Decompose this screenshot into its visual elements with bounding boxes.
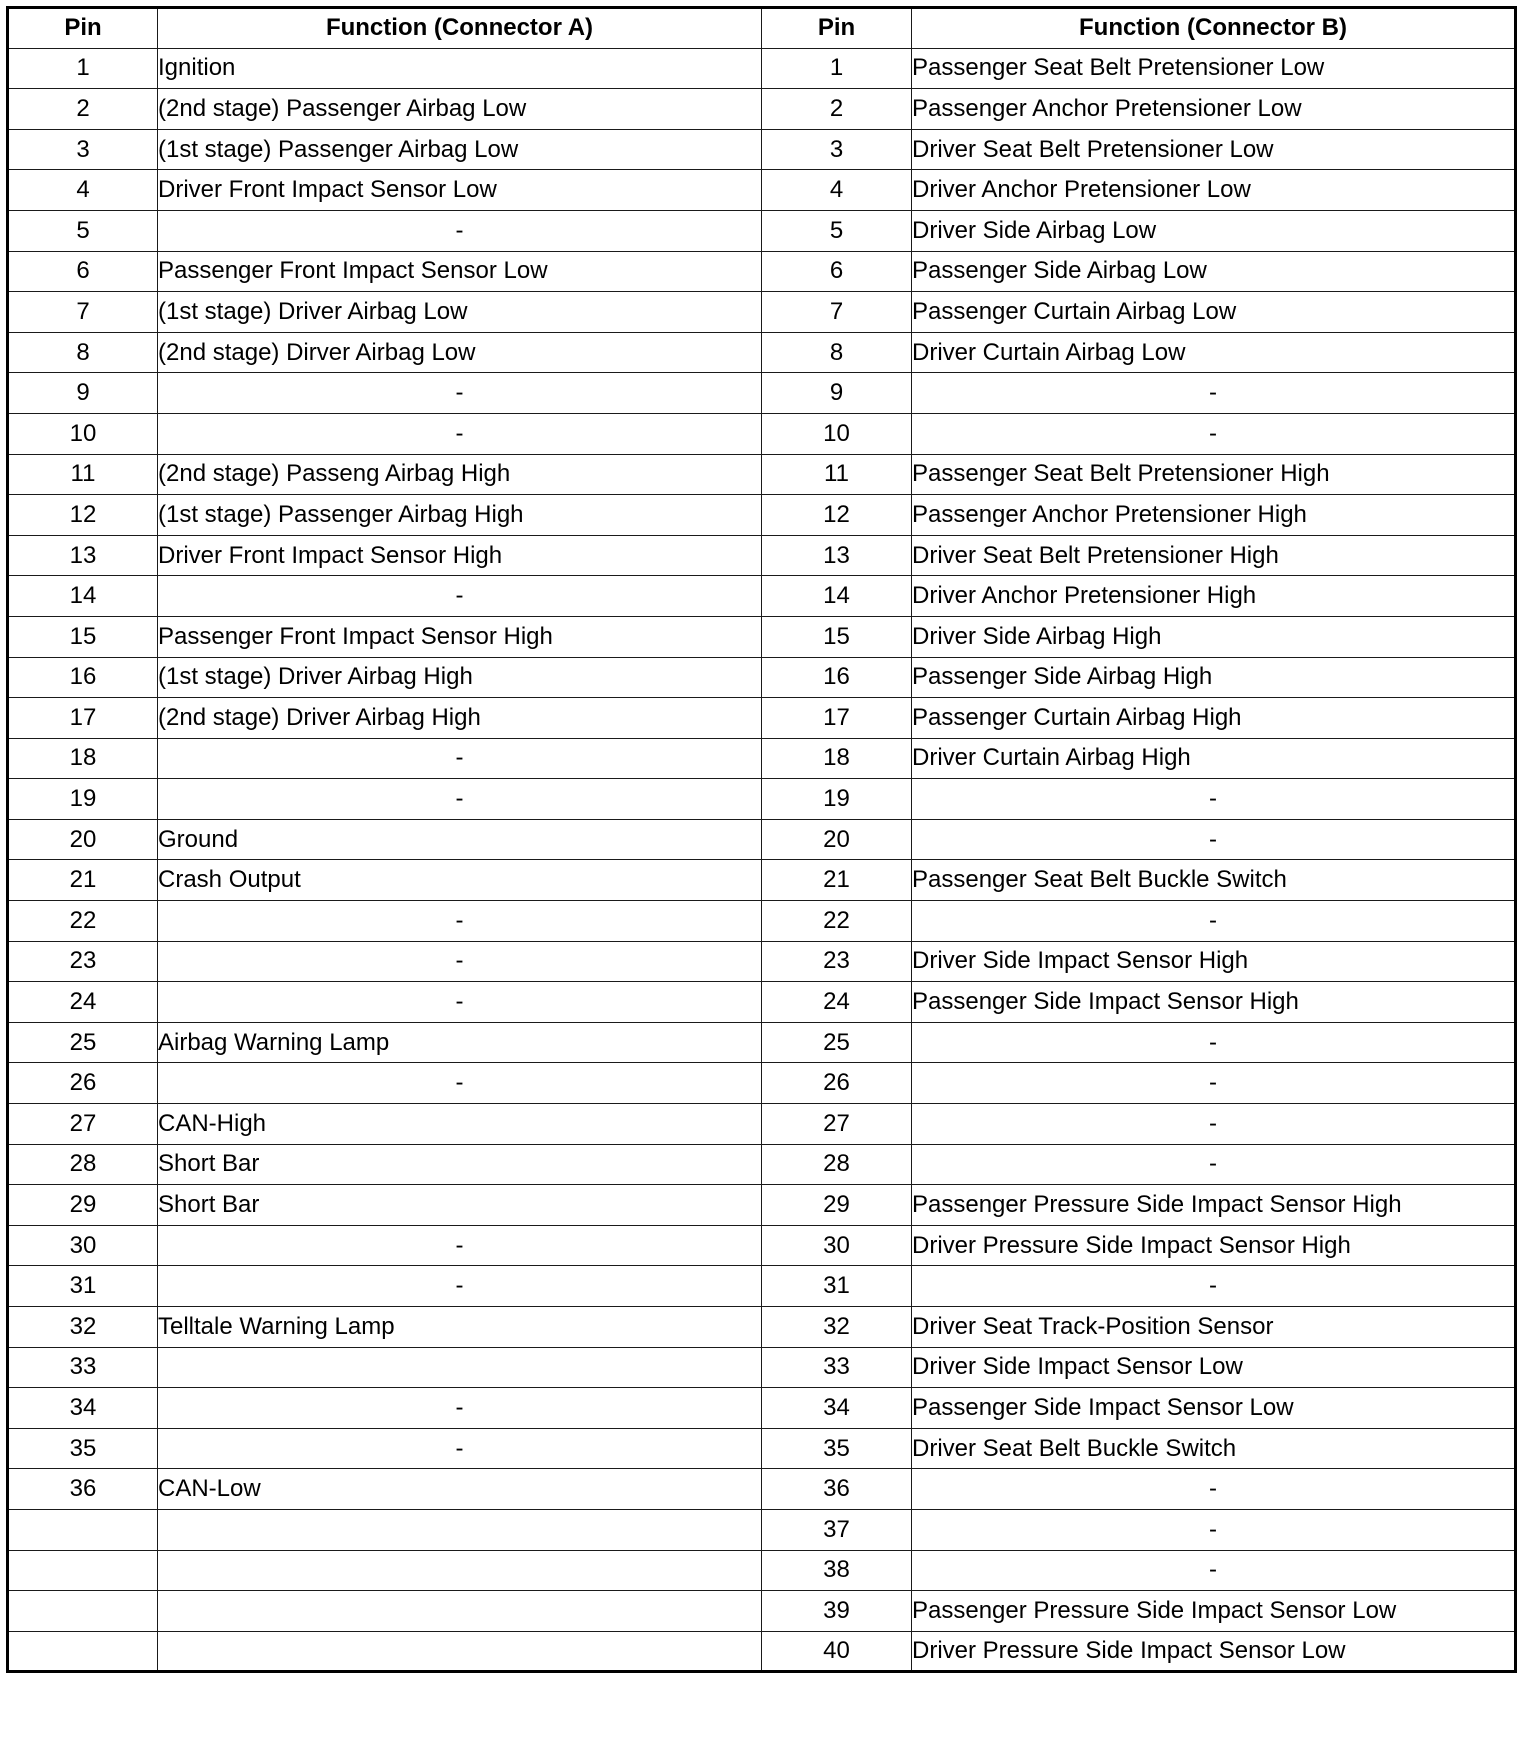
table-row (8, 1022, 1516, 1063)
function-b-cell: Passenger Side Airbag High (912, 657, 1516, 698)
pin-b-cell: 35 (762, 1428, 912, 1469)
table-row (8, 698, 1516, 739)
pin-a-cell: 15 (8, 616, 158, 657)
function-a-cell (158, 1550, 762, 1591)
function-a-cell: - (158, 210, 762, 251)
table-row (8, 1591, 1516, 1632)
function-a-cell: Airbag Warning Lamp (158, 1022, 762, 1063)
function-b-cell: Driver Seat Belt Buckle Switch (912, 1428, 1516, 1469)
pin-a-cell: 8 (8, 332, 158, 373)
table-row (8, 982, 1516, 1023)
pin-a-cell: 7 (8, 292, 158, 333)
function-b-cell: Driver Curtain Airbag Low (912, 332, 1516, 373)
pin-a-cell: 28 (8, 1144, 158, 1185)
function-a-cell (158, 1591, 762, 1632)
table-row (8, 1307, 1516, 1348)
function-b-cell: Driver Seat Belt Pretensioner High (912, 535, 1516, 576)
function-a-cell: (1st stage) Driver Airbag High (158, 657, 762, 698)
pin-a-cell: 35 (8, 1428, 158, 1469)
pin-b-cell: 18 (762, 738, 912, 779)
function-a-cell: - (158, 1225, 762, 1266)
function-b-cell: - (912, 779, 1516, 820)
pin-b-cell: 2 (762, 89, 912, 130)
pin-a-cell: 32 (8, 1307, 158, 1348)
pin-b-cell: 14 (762, 576, 912, 617)
pin-b-cell: 20 (762, 819, 912, 860)
pin-b-cell: 30 (762, 1225, 912, 1266)
function-a-cell (158, 1631, 762, 1672)
pin-a-cell: 33 (8, 1347, 158, 1388)
function-a-cell (158, 1509, 762, 1550)
function-a-cell: - (158, 779, 762, 820)
function-b-cell: - (912, 1509, 1516, 1550)
pin-b-cell: 6 (762, 251, 912, 292)
function-b-cell: Driver Anchor Pretensioner Low (912, 170, 1516, 211)
function-a-cell: - (158, 982, 762, 1023)
function-a-cell: Crash Output (158, 860, 762, 901)
function-a-cell: - (158, 1388, 762, 1429)
pin-b-cell: 16 (762, 657, 912, 698)
table-row (8, 738, 1516, 779)
pin-function-table (6, 6, 1517, 1673)
function-a-cell: - (158, 1063, 762, 1104)
table-row (8, 901, 1516, 942)
table-row (8, 495, 1516, 536)
function-b-cell: - (912, 1469, 1516, 1510)
pin-a-cell: 30 (8, 1225, 158, 1266)
function-a-cell: (1st stage) Passenger Airbag High (158, 495, 762, 536)
pin-a-cell: 1 (8, 48, 158, 89)
pin-b-cell: 27 (762, 1104, 912, 1145)
pin-a-cell: 27 (8, 1104, 158, 1145)
pin-a-cell: 31 (8, 1266, 158, 1307)
pin-b-cell: 21 (762, 860, 912, 901)
table-row (8, 657, 1516, 698)
table-row (8, 941, 1516, 982)
function-a-cell: - (158, 738, 762, 779)
table-row (8, 373, 1516, 414)
table-row (8, 89, 1516, 130)
function-a-cell: - (158, 941, 762, 982)
function-a-cell: - (158, 901, 762, 942)
function-b-cell: - (912, 1022, 1516, 1063)
table-row (8, 1225, 1516, 1266)
table-row (8, 1266, 1516, 1307)
pin-a-cell: 12 (8, 495, 158, 536)
table-row (8, 292, 1516, 333)
function-b-cell: Passenger Curtain Airbag High (912, 698, 1516, 739)
function-b-cell: Driver Side Impact Sensor Low (912, 1347, 1516, 1388)
pin-b-cell: 1 (762, 48, 912, 89)
table-row (8, 576, 1516, 617)
pin-a-cell: 10 (8, 413, 158, 454)
function-b-cell: Driver Anchor Pretensioner High (912, 576, 1516, 617)
function-a-cell: - (158, 576, 762, 617)
function-b-cell: Passenger Anchor Pretensioner High (912, 495, 1516, 536)
function-a-cell: CAN-Low (158, 1469, 762, 1510)
function-b-cell: Passenger Side Impact Sensor High (912, 982, 1516, 1023)
function-a-cell: (2nd stage) Passeng Airbag High (158, 454, 762, 495)
pin-b-cell: 32 (762, 1307, 912, 1348)
pin-a-cell (8, 1550, 158, 1591)
pin-a-cell (8, 1591, 158, 1632)
function-b-cell: - (912, 413, 1516, 454)
pin-b-cell: 26 (762, 1063, 912, 1104)
table-row (8, 1104, 1516, 1145)
pin-a-cell: 22 (8, 901, 158, 942)
function-b-cell: Driver Pressure Side Impact Sensor Low (912, 1631, 1516, 1672)
function-b-cell: Driver Pressure Side Impact Sensor High (912, 1225, 1516, 1266)
function-b-cell: Driver Seat Track-Position Sensor (912, 1307, 1516, 1348)
function-b-cell: Passenger Side Impact Sensor Low (912, 1388, 1516, 1429)
pin-b-cell: 4 (762, 170, 912, 211)
pin-a-cell: 36 (8, 1469, 158, 1510)
function-b-cell: - (912, 819, 1516, 860)
pin-b-cell: 9 (762, 373, 912, 414)
pin-a-cell (8, 1509, 158, 1550)
function-b-cell: - (912, 373, 1516, 414)
function-a-cell: Short Bar (158, 1185, 762, 1226)
function-a-cell: (2nd stage) Driver Airbag High (158, 698, 762, 739)
pin-b-cell: 31 (762, 1266, 912, 1307)
table-header-row (8, 8, 1516, 49)
pin-b-cell: 28 (762, 1144, 912, 1185)
function-a-cell: CAN-High (158, 1104, 762, 1145)
function-a-cell: (1st stage) Passenger Airbag Low (158, 129, 762, 170)
header-function-a: Function (Connector A) (158, 8, 762, 49)
function-b-cell: Passenger Seat Belt Pretensioner High (912, 454, 1516, 495)
function-b-cell: Driver Side Airbag Low (912, 210, 1516, 251)
pin-a-cell: 23 (8, 941, 158, 982)
pin-b-cell: 5 (762, 210, 912, 251)
pin-b-cell: 38 (762, 1550, 912, 1591)
pin-b-cell: 40 (762, 1631, 912, 1672)
pin-b-cell: 37 (762, 1509, 912, 1550)
table-row (8, 535, 1516, 576)
pin-b-cell: 29 (762, 1185, 912, 1226)
pin-b-cell: 22 (762, 901, 912, 942)
function-a-cell: (1st stage) Driver Airbag Low (158, 292, 762, 333)
pin-a-cell: 24 (8, 982, 158, 1023)
pin-a-cell (8, 1631, 158, 1672)
pin-a-cell: 19 (8, 779, 158, 820)
table-row (8, 1631, 1516, 1672)
pin-a-cell: 2 (8, 89, 158, 130)
table-row (8, 1063, 1516, 1104)
pin-a-cell: 13 (8, 535, 158, 576)
pin-b-cell: 19 (762, 779, 912, 820)
pin-b-cell: 8 (762, 332, 912, 373)
pin-b-cell: 36 (762, 1469, 912, 1510)
table-row (8, 454, 1516, 495)
function-a-cell: - (158, 1428, 762, 1469)
table-row (8, 1428, 1516, 1469)
table-row (8, 1469, 1516, 1510)
table-row (8, 1388, 1516, 1429)
pin-a-cell: 4 (8, 170, 158, 211)
table-body (8, 48, 1516, 1672)
table-row (8, 251, 1516, 292)
function-b-cell: - (912, 1063, 1516, 1104)
header-function-b: Function (Connector B) (912, 8, 1516, 49)
header-pin-b: Pin (762, 8, 912, 49)
function-b-cell: Passenger Pressure Side Impact Sensor High (912, 1185, 1516, 1226)
function-a-cell: Passenger Front Impact Sensor Low (158, 251, 762, 292)
function-a-cell: Passenger Front Impact Sensor High (158, 616, 762, 657)
function-a-cell: Driver Front Impact Sensor Low (158, 170, 762, 211)
pin-a-cell: 25 (8, 1022, 158, 1063)
function-a-cell: Telltale Warning Lamp (158, 1307, 762, 1348)
function-a-cell: Ignition (158, 48, 762, 89)
header-pin-a: Pin (8, 8, 158, 49)
pin-a-cell: 18 (8, 738, 158, 779)
pin-a-cell: 29 (8, 1185, 158, 1226)
table-row (8, 1185, 1516, 1226)
pin-b-cell: 12 (762, 495, 912, 536)
pin-b-cell: 7 (762, 292, 912, 333)
table-row (8, 170, 1516, 211)
function-a-cell: Driver Front Impact Sensor High (158, 535, 762, 576)
table-row (8, 48, 1516, 89)
function-a-cell: - (158, 1266, 762, 1307)
pin-a-cell: 6 (8, 251, 158, 292)
function-b-cell: Passenger Seat Belt Buckle Switch (912, 860, 1516, 901)
function-b-cell: Driver Curtain Airbag High (912, 738, 1516, 779)
table-row (8, 210, 1516, 251)
pin-a-cell: 3 (8, 129, 158, 170)
function-b-cell: - (912, 1550, 1516, 1591)
pin-table-document (6, 6, 1517, 1673)
pin-b-cell: 25 (762, 1022, 912, 1063)
table-row (8, 779, 1516, 820)
pin-b-cell: 33 (762, 1347, 912, 1388)
pin-a-cell: 17 (8, 698, 158, 739)
pin-b-cell: 11 (762, 454, 912, 495)
function-a-cell: Short Bar (158, 1144, 762, 1185)
function-b-cell: - (912, 1266, 1516, 1307)
function-b-cell: - (912, 901, 1516, 942)
pin-b-cell: 24 (762, 982, 912, 1023)
function-b-cell: Driver Seat Belt Pretensioner Low (912, 129, 1516, 170)
function-b-cell: Passenger Seat Belt Pretensioner Low (912, 48, 1516, 89)
function-b-cell: Driver Side Impact Sensor High (912, 941, 1516, 982)
table-row (8, 819, 1516, 860)
pin-a-cell: 20 (8, 819, 158, 860)
function-b-cell: Passenger Curtain Airbag Low (912, 292, 1516, 333)
pin-a-cell: 11 (8, 454, 158, 495)
pin-a-cell: 16 (8, 657, 158, 698)
pin-b-cell: 13 (762, 535, 912, 576)
pin-a-cell: 34 (8, 1388, 158, 1429)
function-b-cell: Passenger Side Airbag Low (912, 251, 1516, 292)
function-a-cell: - (158, 413, 762, 454)
pin-a-cell: 9 (8, 373, 158, 414)
function-b-cell: - (912, 1104, 1516, 1145)
table-row (8, 332, 1516, 373)
table-row (8, 1347, 1516, 1388)
table-row (8, 129, 1516, 170)
table-row (8, 1144, 1516, 1185)
pin-b-cell: 17 (762, 698, 912, 739)
function-a-cell: Ground (158, 819, 762, 860)
table-row (8, 1550, 1516, 1591)
function-a-cell (158, 1347, 762, 1388)
function-b-cell: Passenger Pressure Side Impact Sensor Low (912, 1591, 1516, 1632)
pin-a-cell: 26 (8, 1063, 158, 1104)
function-a-cell: (2nd stage) Dirver Airbag Low (158, 332, 762, 373)
pin-a-cell: 14 (8, 576, 158, 617)
pin-a-cell: 5 (8, 210, 158, 251)
pin-b-cell: 10 (762, 413, 912, 454)
pin-a-cell: 21 (8, 860, 158, 901)
function-b-cell: - (912, 1144, 1516, 1185)
table-row (8, 616, 1516, 657)
pin-b-cell: 39 (762, 1591, 912, 1632)
pin-b-cell: 15 (762, 616, 912, 657)
pin-b-cell: 23 (762, 941, 912, 982)
pin-b-cell: 3 (762, 129, 912, 170)
pin-b-cell: 34 (762, 1388, 912, 1429)
table-row (8, 1509, 1516, 1550)
function-a-cell: - (158, 373, 762, 414)
table-row (8, 413, 1516, 454)
function-a-cell: (2nd stage) Passenger Airbag Low (158, 89, 762, 130)
table-row (8, 860, 1516, 901)
function-b-cell: Driver Side Airbag High (912, 616, 1516, 657)
function-b-cell: Passenger Anchor Pretensioner Low (912, 89, 1516, 130)
